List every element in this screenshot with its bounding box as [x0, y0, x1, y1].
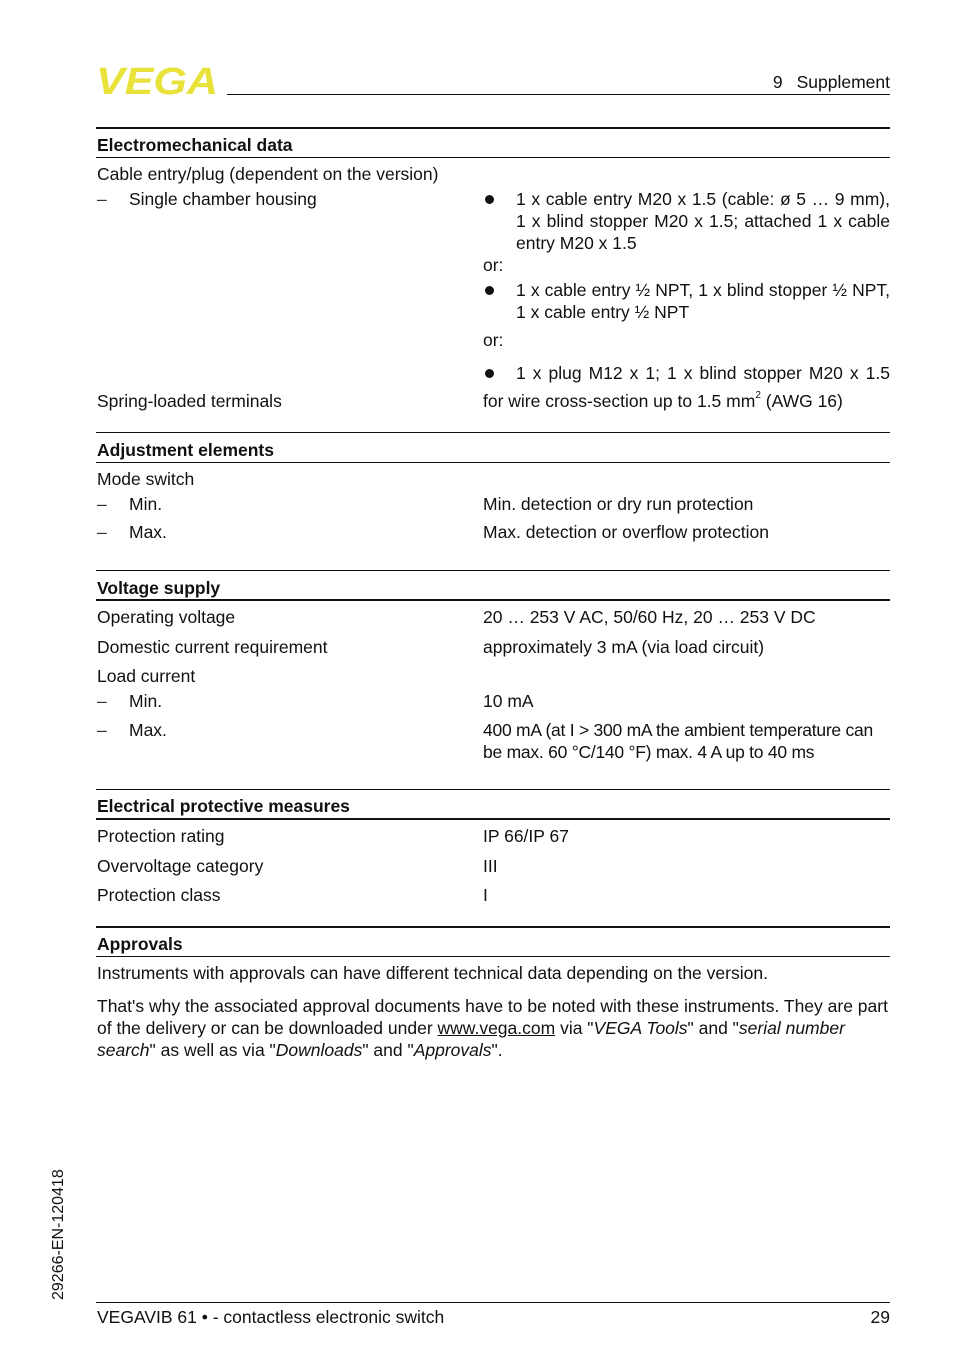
bullet-text: 1 x plug M12 x 1; 1 x blind stopper M20 x 1.5 [516, 363, 890, 383]
para-text: " and " [362, 1040, 414, 1060]
cable-entry-label: Cable entry/plug (dependent on the version) [97, 164, 439, 184]
section-rule-top [96, 789, 890, 790]
domestic-current-value: approximately 3 mA (via load circuit) [483, 637, 765, 657]
electromechanical-title: Electromechanical data [97, 135, 293, 155]
header-rule [227, 94, 890, 95]
mode-min-row: – Min. [97, 494, 163, 514]
vega-website-link[interactable]: www.vega.com [437, 1018, 556, 1038]
load-current-label: Load current [97, 666, 196, 686]
approvals-term: Approvals [413, 1040, 492, 1060]
section-rule-bottom [96, 818, 890, 820]
section-rule-bottom [96, 462, 890, 463]
mode-switch-label: Mode switch [97, 469, 195, 489]
para-text: " as well as via " [149, 1040, 276, 1060]
bullet-text: 1 x cable entry M20 x 1.5 (cable: ø 5 … 9 mm), 1 x blind stopper M20 x 1.5; attached 1 x cable entry M20 x 1.5 [516, 189, 890, 253]
para-text: That's why the associated approval documents have to be noted with these instruments. They are part of the delivery or can be downloaded under [97, 996, 888, 1038]
load-min-value: 10 mA [483, 691, 534, 711]
spring-value-unit: (AWG 16) [760, 391, 843, 411]
footer-product: VEGAVIB 61 • - contactless electronic switch [97, 1307, 445, 1327]
approvals-paragraph-2 [97, 995, 890, 1061]
section-rule-top [96, 926, 890, 928]
mode-min-value: Min. detection or dry run protection [483, 494, 754, 514]
overvoltage-category-label: Overvoltage category [97, 856, 264, 876]
load-max-value: 400 mA (at I > 300 mA the ambient temperature can be max. 60 °C/140 °F) max. 4 A up to 40 ms [483, 720, 873, 762]
downloads-term: Downloads [275, 1040, 363, 1060]
bullet-text: 1 x cable entry ½ NPT, 1 x blind stopper ½ NPT, 1 x cable entry ½ NPT [516, 280, 890, 322]
superscript: 2 [755, 390, 761, 402]
load-min-row: – Min. [97, 691, 163, 711]
single-chamber-row: – Single chamber housing [97, 189, 317, 209]
protection-rating-label: Protection rating [97, 826, 225, 846]
mode-min-label: Min. [129, 494, 163, 514]
operating-voltage-label: Operating voltage [97, 607, 236, 627]
protection-class-value: I [483, 885, 488, 905]
bullet-item [483, 188, 890, 254]
overvoltage-category-value: III [483, 856, 498, 876]
or-text: or: [483, 330, 504, 350]
operating-voltage-value: 20 … 253 V AC, 50/60 Hz, 20 … 253 V DC [483, 607, 816, 627]
document-code: 29266-EN-120418 [50, 1169, 67, 1300]
page-number: 29 [870, 1307, 890, 1327]
section-rule-bottom [96, 599, 890, 601]
section-number: 9 [772, 72, 783, 92]
load-max-row: – Max. [97, 720, 167, 740]
approvals-title: Approvals [97, 934, 183, 954]
bullet-item [483, 362, 890, 384]
section-title: Supplement [796, 72, 890, 92]
or-text: or: [483, 255, 504, 275]
approvals-paragraph-1: Instruments with approvals can have different technical data depending on the version. [97, 963, 768, 983]
mode-max-value: Max. detection or overflow protection [483, 522, 769, 542]
footer-rule [96, 1302, 890, 1303]
voltage-title: Voltage supply [97, 578, 221, 598]
adjustment-title: Adjustment elements [97, 440, 274, 460]
spring-terminals-value [483, 390, 890, 412]
para-text: via " [555, 1018, 594, 1038]
section-rule-bottom [96, 956, 890, 957]
bullet-dot [485, 369, 494, 378]
spring-value-text: for wire cross-section up to 1.5 mm [483, 391, 756, 411]
protection-rating-value: IP 66/IP 67 [483, 826, 569, 846]
single-chamber-label: Single chamber housing [129, 189, 317, 209]
vega-logo [96, 64, 220, 98]
bullet-item [483, 279, 890, 323]
serial-search-term: serial number search [97, 1018, 845, 1060]
section-rule-top [96, 127, 890, 129]
mode-max-row: – Max. [97, 522, 167, 542]
protective-title: Electrical protective measures [97, 796, 350, 816]
running-header [600, 71, 890, 93]
para-text: ". [491, 1040, 503, 1060]
para-text: " and " [687, 1018, 739, 1038]
bullet-dot [485, 286, 494, 295]
vega-tools-term: VEGA Tools [593, 1018, 688, 1038]
section-rule-bottom [96, 157, 890, 158]
mode-max-label: Max. [129, 522, 167, 542]
protection-class-label: Protection class [97, 885, 221, 905]
bullet-dot [485, 195, 494, 204]
load-max-label: Max. [129, 720, 167, 740]
load-min-label: Min. [129, 691, 163, 711]
domestic-current-label: Domestic current requirement [97, 637, 328, 657]
section-rule-top [96, 432, 890, 433]
section-rule-top [96, 570, 890, 571]
logo-text: VEGA [96, 64, 218, 98]
spring-terminals-label: Spring-loaded terminals [97, 391, 282, 411]
